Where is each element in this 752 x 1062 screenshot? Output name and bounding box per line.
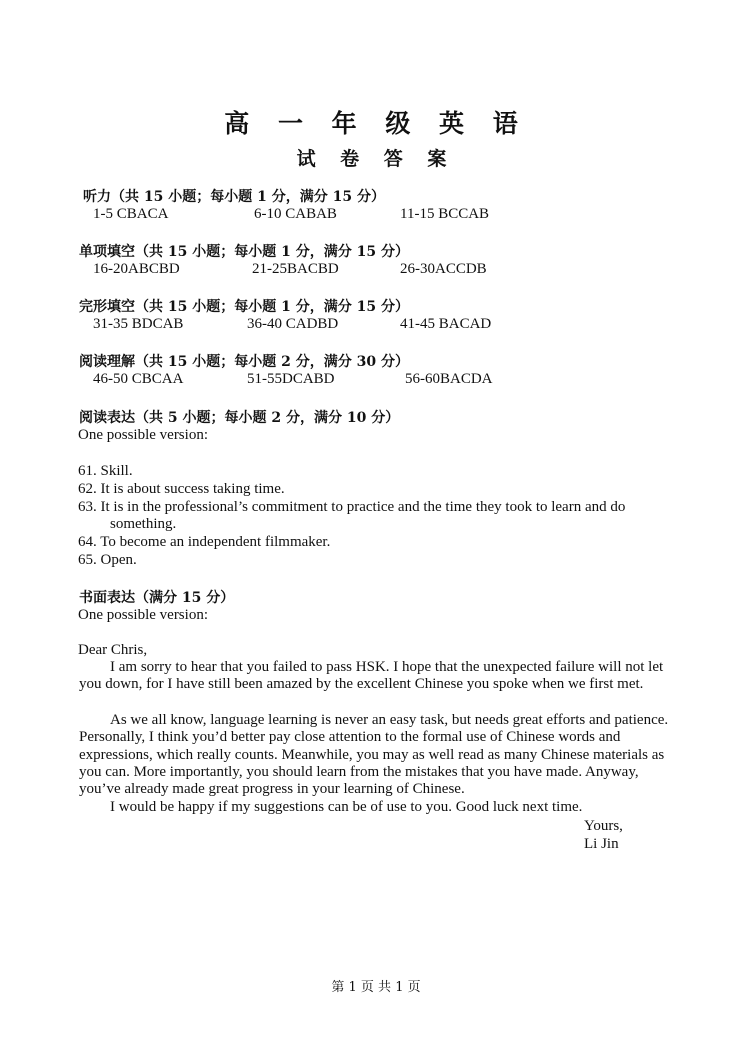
answer-item-61: 61. Skill.: [78, 463, 133, 479]
section-heading-grammar: 单项填空（共 15 小题；每小题 1 分，满分 15 分）: [79, 244, 409, 260]
answer-item-65: 65. Open.: [78, 552, 137, 568]
section-heading-reading-expression: 阅读表达（共 5 小题；每小题 2 分，满分 10 分）: [79, 410, 400, 426]
letter-paragraph: I would be happy if my suggestions can be of use to you. Good luck next time.: [110, 799, 583, 815]
answer-row-grammar: [0, 261, 752, 281]
answer-item-62: 62. It is about success taking time.: [78, 481, 285, 497]
answer-item-63-continued: something.: [110, 516, 177, 532]
section-heading-listening: 听力（共 15 小题；每小题 1 分，满分 15 分）: [83, 189, 385, 205]
answer-group: 16-20ABCBD: [93, 261, 180, 277]
answer-group: 46-50 CBCAA: [93, 371, 184, 387]
answer-group: 1-5 CBACA: [93, 206, 169, 222]
section-heading-reading: 阅读理解（共 15 小题；每小题 2 分，满分 30 分）: [79, 354, 409, 370]
letter-paragraph: I am sorry to hear that you failed to pass HSK. I hope that the unexpected failure will not let you down, for I have still been amazed by the excellent Chinese you spoke when we first met.: [79, 659, 664, 693]
letter-paragraph: As we all know, language learning is never an easy task, but needs great efforts and patience. Personally, I think you’d better pay close attention to the formal use of Chinese words and expressions, which really counts. Meanwhile, you may as well read as many Chinese materials as you can. More importantly, you should learn from the mistakes that you have made. Anyway, you’ve already made great progress in your learning of Chinese.: [79, 712, 669, 798]
answer-row-cloze: [0, 316, 752, 336]
section-heading-cloze: 完形填空（共 15 小题；每小题 1 分，满分 15 分）: [79, 299, 409, 315]
page-subtitle: 试 卷 答 案: [296, 148, 456, 170]
answer-row-reading: [0, 371, 752, 391]
answer-group: 21-25BACBD: [252, 261, 339, 277]
answer-group: 11-15 BCCAB: [400, 206, 490, 222]
answer-item-63: 63. It is in the professional’s commitment to practice and the time they took to learn and do: [78, 499, 626, 515]
letter-signature: Li Jin: [584, 836, 619, 852]
version-note: One possible version:: [78, 427, 208, 443]
answer-group: 31-35 BDCAB: [93, 316, 184, 332]
page-title: 高 一 年 级 英 语: [224, 109, 528, 138]
letter-salutation: Dear Chris,: [78, 642, 148, 658]
answer-group: 51-55DCABD: [247, 371, 335, 387]
answer-group: 41-45 BACAD: [400, 316, 492, 332]
answer-group: 36-40 CADBD: [247, 316, 339, 332]
letter-closing: Yours,: [584, 818, 623, 834]
version-note: One possible version:: [78, 607, 208, 623]
answer-item-64: 64. To become an independent filmmaker.: [78, 534, 331, 550]
answer-group: 26-30ACCDB: [400, 261, 487, 277]
answer-group: 56-60BACDA: [405, 371, 493, 387]
answer-row-listening: [0, 206, 752, 226]
page-number-footer: 第 1 页 共 1 页: [331, 980, 421, 995]
answer-group: 6-10 CABAB: [254, 206, 337, 222]
section-heading-writing: 书面表达（满分 15 分）: [79, 590, 235, 606]
